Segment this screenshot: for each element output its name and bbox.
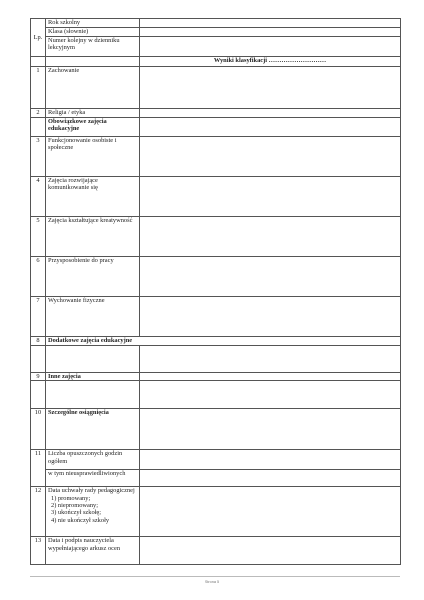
class-label: Klasa (słownie) [46, 28, 140, 37]
header-row-journal-number [31, 37, 401, 57]
row-label: Data i podpis nauczyciela wypełniającego arkusz ocen [46, 537, 140, 565]
table-row [31, 67, 401, 109]
option-graduated: 3) ukończył szkołę; [51, 509, 102, 517]
resolution-cell [46, 487, 140, 537]
option-not-promoted: 2) niepromowany; [51, 502, 99, 510]
table-row [31, 487, 401, 537]
section-row [31, 337, 401, 346]
row-number: 11 [31, 450, 46, 487]
table-row [31, 177, 401, 217]
row-label: Funkcjonowanie osobiste i społeczne [46, 137, 140, 177]
section-lp-blank [31, 118, 46, 137]
journal-number-label: Numer kolejny w dzienniku lekcyjnym [46, 37, 140, 57]
row-number-blank [31, 346, 46, 373]
row-number: 7 [31, 297, 46, 337]
lp-header: Lp. [31, 19, 46, 57]
result-cell[interactable] [140, 470, 401, 487]
row-number: 1 [31, 67, 46, 109]
table-row [31, 297, 401, 337]
row-number: 5 [31, 217, 46, 257]
classification-table [30, 18, 401, 565]
school-year-label: Rok szkolny [46, 19, 140, 28]
result-cell[interactable] [140, 217, 401, 257]
row-number: 4 [31, 177, 46, 217]
result-cell[interactable] [140, 67, 401, 109]
table-row [31, 257, 401, 297]
results-heading: Wyniki klasyfikacji ……………………… [140, 57, 401, 67]
row-number: 12 [31, 487, 46, 537]
table-row [31, 109, 401, 118]
result-cell[interactable] [140, 487, 401, 537]
row-number: 13 [31, 537, 46, 565]
row-sublabel: w tym nieusprawiedliwionych [46, 470, 140, 487]
option-promoted: 1) promowany; [51, 494, 91, 502]
school-year-value[interactable] [140, 19, 401, 28]
row-label: Szczególne osiągnięcia [46, 409, 140, 450]
header-row-school-year [31, 19, 401, 28]
journal-number-value[interactable] [140, 37, 401, 57]
header-row-class [31, 28, 401, 37]
table-row [31, 470, 401, 487]
page-number: Strona 5 [204, 580, 220, 584]
row-label: Przysposobienie do pracy [46, 257, 140, 297]
row-label-blank[interactable] [46, 346, 140, 373]
section-result-blank [140, 118, 401, 137]
result-cell[interactable] [140, 450, 401, 470]
section-label-obligatory: Obowiązkowe zajęcia edukacyjne [46, 118, 140, 137]
row-label: Religia / etyka [46, 109, 140, 118]
row-number: 3 [31, 137, 46, 177]
table-row [31, 381, 401, 409]
row-label: Zajęcia kształtujące kreatywność [46, 217, 140, 257]
result-cell[interactable] [140, 409, 401, 450]
result-cell[interactable] [140, 257, 401, 297]
result-cell[interactable] [140, 373, 401, 381]
results-heading-row [31, 57, 401, 67]
result-cell[interactable] [140, 297, 401, 337]
result-cell[interactable] [140, 109, 401, 118]
section-row [31, 118, 401, 137]
table-row [31, 450, 401, 470]
row-number: 9 [31, 373, 46, 381]
section-label-additional: Dodatkowe zajęcia edukacyjne [46, 337, 401, 346]
row-label: Zajęcia rozwijające komunikowanie się [46, 177, 140, 217]
results-heading-lp-blank [31, 57, 46, 67]
result-cell[interactable] [140, 177, 401, 217]
result-cell[interactable] [140, 381, 401, 409]
section-row [31, 373, 401, 381]
table-row [31, 137, 401, 177]
table-row [31, 409, 401, 450]
row-label-blank[interactable] [46, 381, 140, 409]
row-number: 6 [31, 257, 46, 297]
row-number: 8 [31, 337, 46, 346]
footer-divider [30, 576, 400, 577]
result-cell[interactable] [140, 537, 401, 565]
table-row [31, 346, 401, 373]
table-row [31, 537, 401, 565]
result-cell[interactable] [140, 137, 401, 177]
row-label: Zachowanie [46, 67, 140, 109]
class-value[interactable] [140, 28, 401, 37]
option-not-graduated: 4) nie ukończył szkoły [51, 516, 110, 524]
row-number-blank [31, 381, 46, 409]
row-number: 10 [31, 409, 46, 450]
row-label: Liczba opuszczonych godzin ogółem [46, 450, 140, 470]
result-cell[interactable] [140, 346, 401, 373]
row-number: 2 [31, 109, 46, 118]
results-heading-label-blank [46, 57, 140, 67]
row-label: Data uchwały rady pedagogicznej [48, 487, 135, 495]
section-label-other: Inne zajęcia [46, 373, 140, 381]
row-label: Wychowanie fizyczne [46, 297, 140, 337]
table-row [31, 217, 401, 257]
